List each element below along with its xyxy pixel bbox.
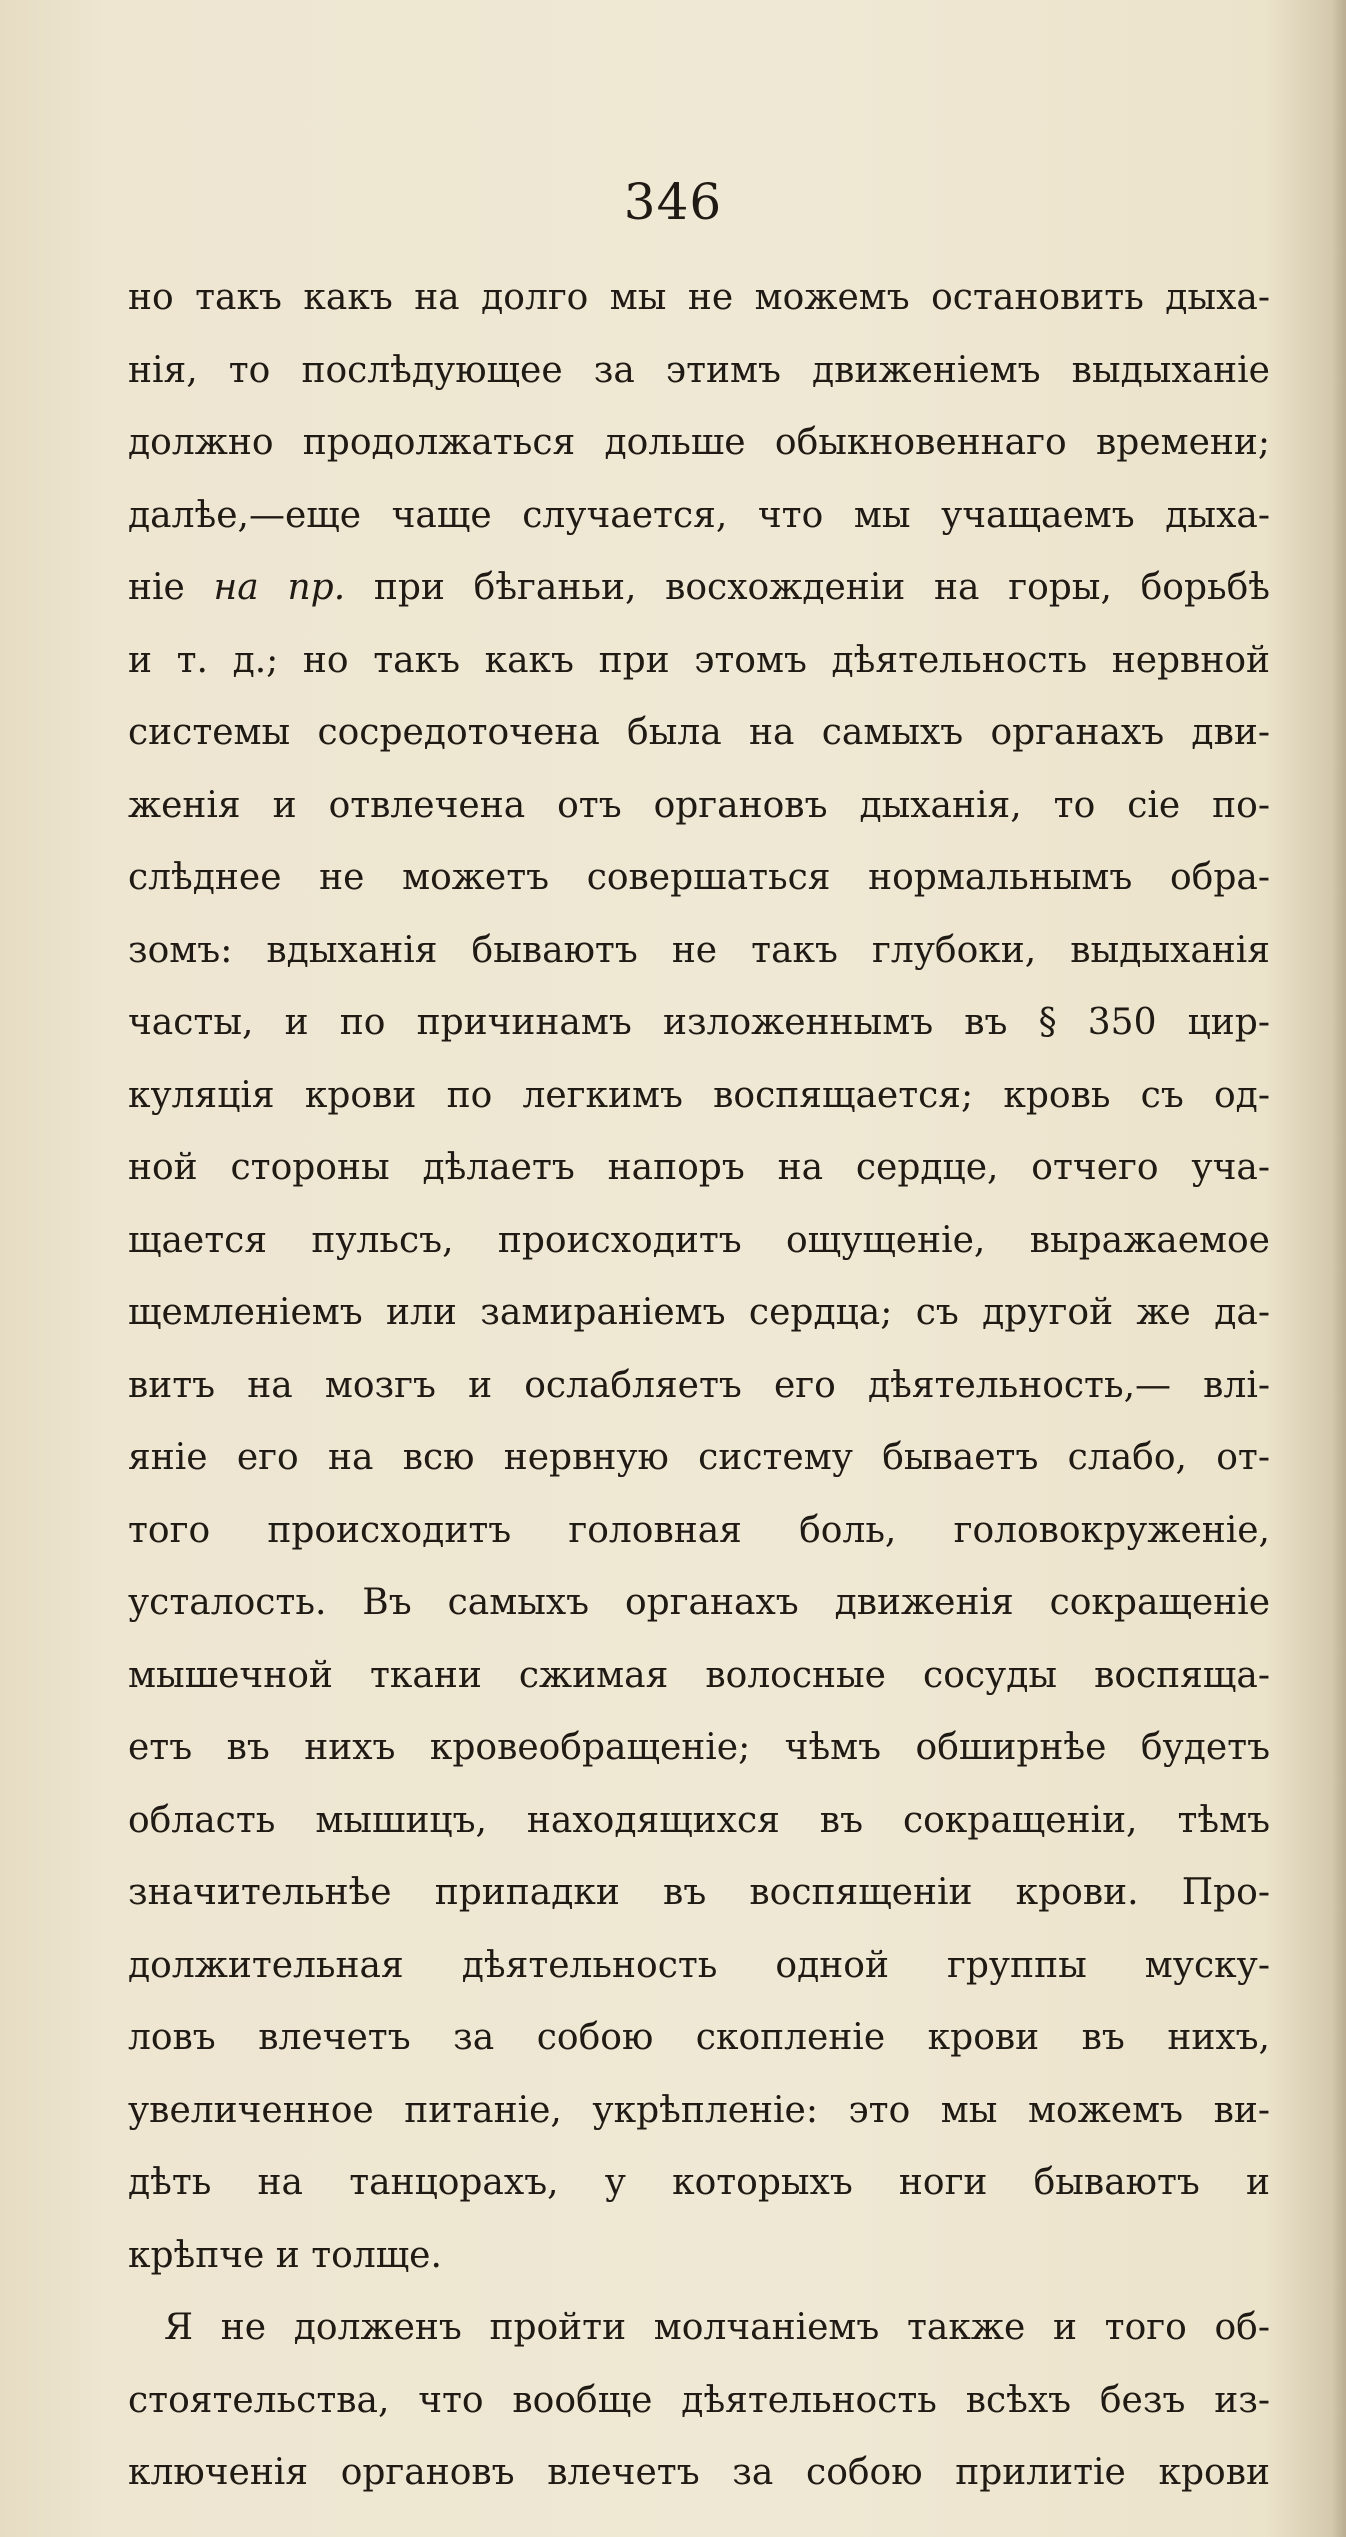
text-line: и т. д.; но такъ какъ при этомъ дѣятельность нервной: [128, 639, 1270, 681]
text-line: значительнѣе припадки въ воспященіи крови. Про-: [128, 1872, 1270, 1913]
text-line: щемленіемъ или замираніемъ сердца; съ другой же да-: [128, 1292, 1270, 1333]
text-line: витъ на мозгъ и ослабляетъ его дѣятельность,— влі-: [128, 1364, 1270, 1406]
text-line: ной стороны дѣлаетъ напоръ на сердце, отчего уча-: [128, 1147, 1270, 1188]
text-line: часты, и по причинамъ изложеннымъ въ § 350 цир-: [128, 1002, 1270, 1043]
page-number: 346: [623, 173, 723, 231]
text-line: куляція крови по легкимъ воспящается; кровь съ од-: [128, 1074, 1270, 1116]
text-segment: ніе: [128, 567, 214, 608]
text-line: должительная дѣятельность одной группы муску-: [128, 1944, 1270, 1986]
text-line: но такъ какъ на долго мы не можемъ остановить дыха-: [128, 277, 1270, 318]
text-line: того происходитъ головная боль, головокруженіе,: [128, 1509, 1270, 1551]
text-line: зомъ: вдыханія бываютъ не такъ глубоки, выдыханія: [128, 929, 1270, 971]
text-line: етъ въ нихъ кровеобращеніе; чѣмъ обширнѣе будетъ: [128, 1727, 1270, 1768]
page-edge-shadow: [1332, 0, 1346, 2537]
text-line: системы сосредоточена была на самыхъ органахъ дви-: [128, 712, 1270, 753]
text-line-paragraph-end: крѣпче и толще.: [128, 2234, 442, 2276]
body-text: [128, 262, 1270, 2510]
text-line: дѣть на танцорахъ, у которыхъ ноги бываютъ и: [128, 2162, 1270, 2203]
text-line: ловъ влечетъ за собою скопленіе крови въ нихъ,: [128, 2017, 1270, 2058]
text-line: область мышицъ, находящихся въ сокращеніи, тѣмъ: [128, 1799, 1270, 1841]
text-line: увеличенное питаніе, укрѣпленіе: это мы можемъ ви-: [128, 2089, 1270, 2131]
text-line: [128, 552, 1270, 625]
text-line: далѣе,—еще чаще случается, что мы учащаемъ дыха-: [128, 494, 1270, 536]
text-line: яніе его на всю нервную систему бываетъ слабо, от-: [128, 1437, 1270, 1478]
text-line: стоятельства, что вообще дѣятельность всѣхъ безъ из-: [128, 2379, 1270, 2421]
text-line: ключенія органовъ влечетъ за собою прилитіе крови: [128, 2452, 1270, 2493]
text-line: щается пульсъ, происходитъ ощущеніе, выражаемое: [128, 1219, 1270, 1261]
text-line: мышечной ткани сжимая волосные сосуды воспяща-: [128, 1654, 1270, 1696]
italic-abbreviation: на пр.: [213, 567, 346, 608]
text-line: должно продолжаться дольше обыкновеннаго времени;: [128, 422, 1270, 463]
text-line: женія и отвлечена отъ органовъ дыханія, то сіе по-: [128, 784, 1270, 826]
text-line-paragraph-start: Я не долженъ пройти молчаніемъ также и того об-: [164, 2307, 1270, 2348]
text-line: нія, то послѣдующее за этимъ движеніемъ выдыханіе: [128, 349, 1270, 391]
text-line: слѣднее не можетъ совершаться нормальнымъ обра-: [128, 857, 1270, 898]
text-line: усталость. Въ самыхъ органахъ движенія сокращеніе: [128, 1582, 1270, 1623]
text-segment: при бѣганьи, восхожденіи на горы, борьбѣ: [345, 567, 1270, 608]
